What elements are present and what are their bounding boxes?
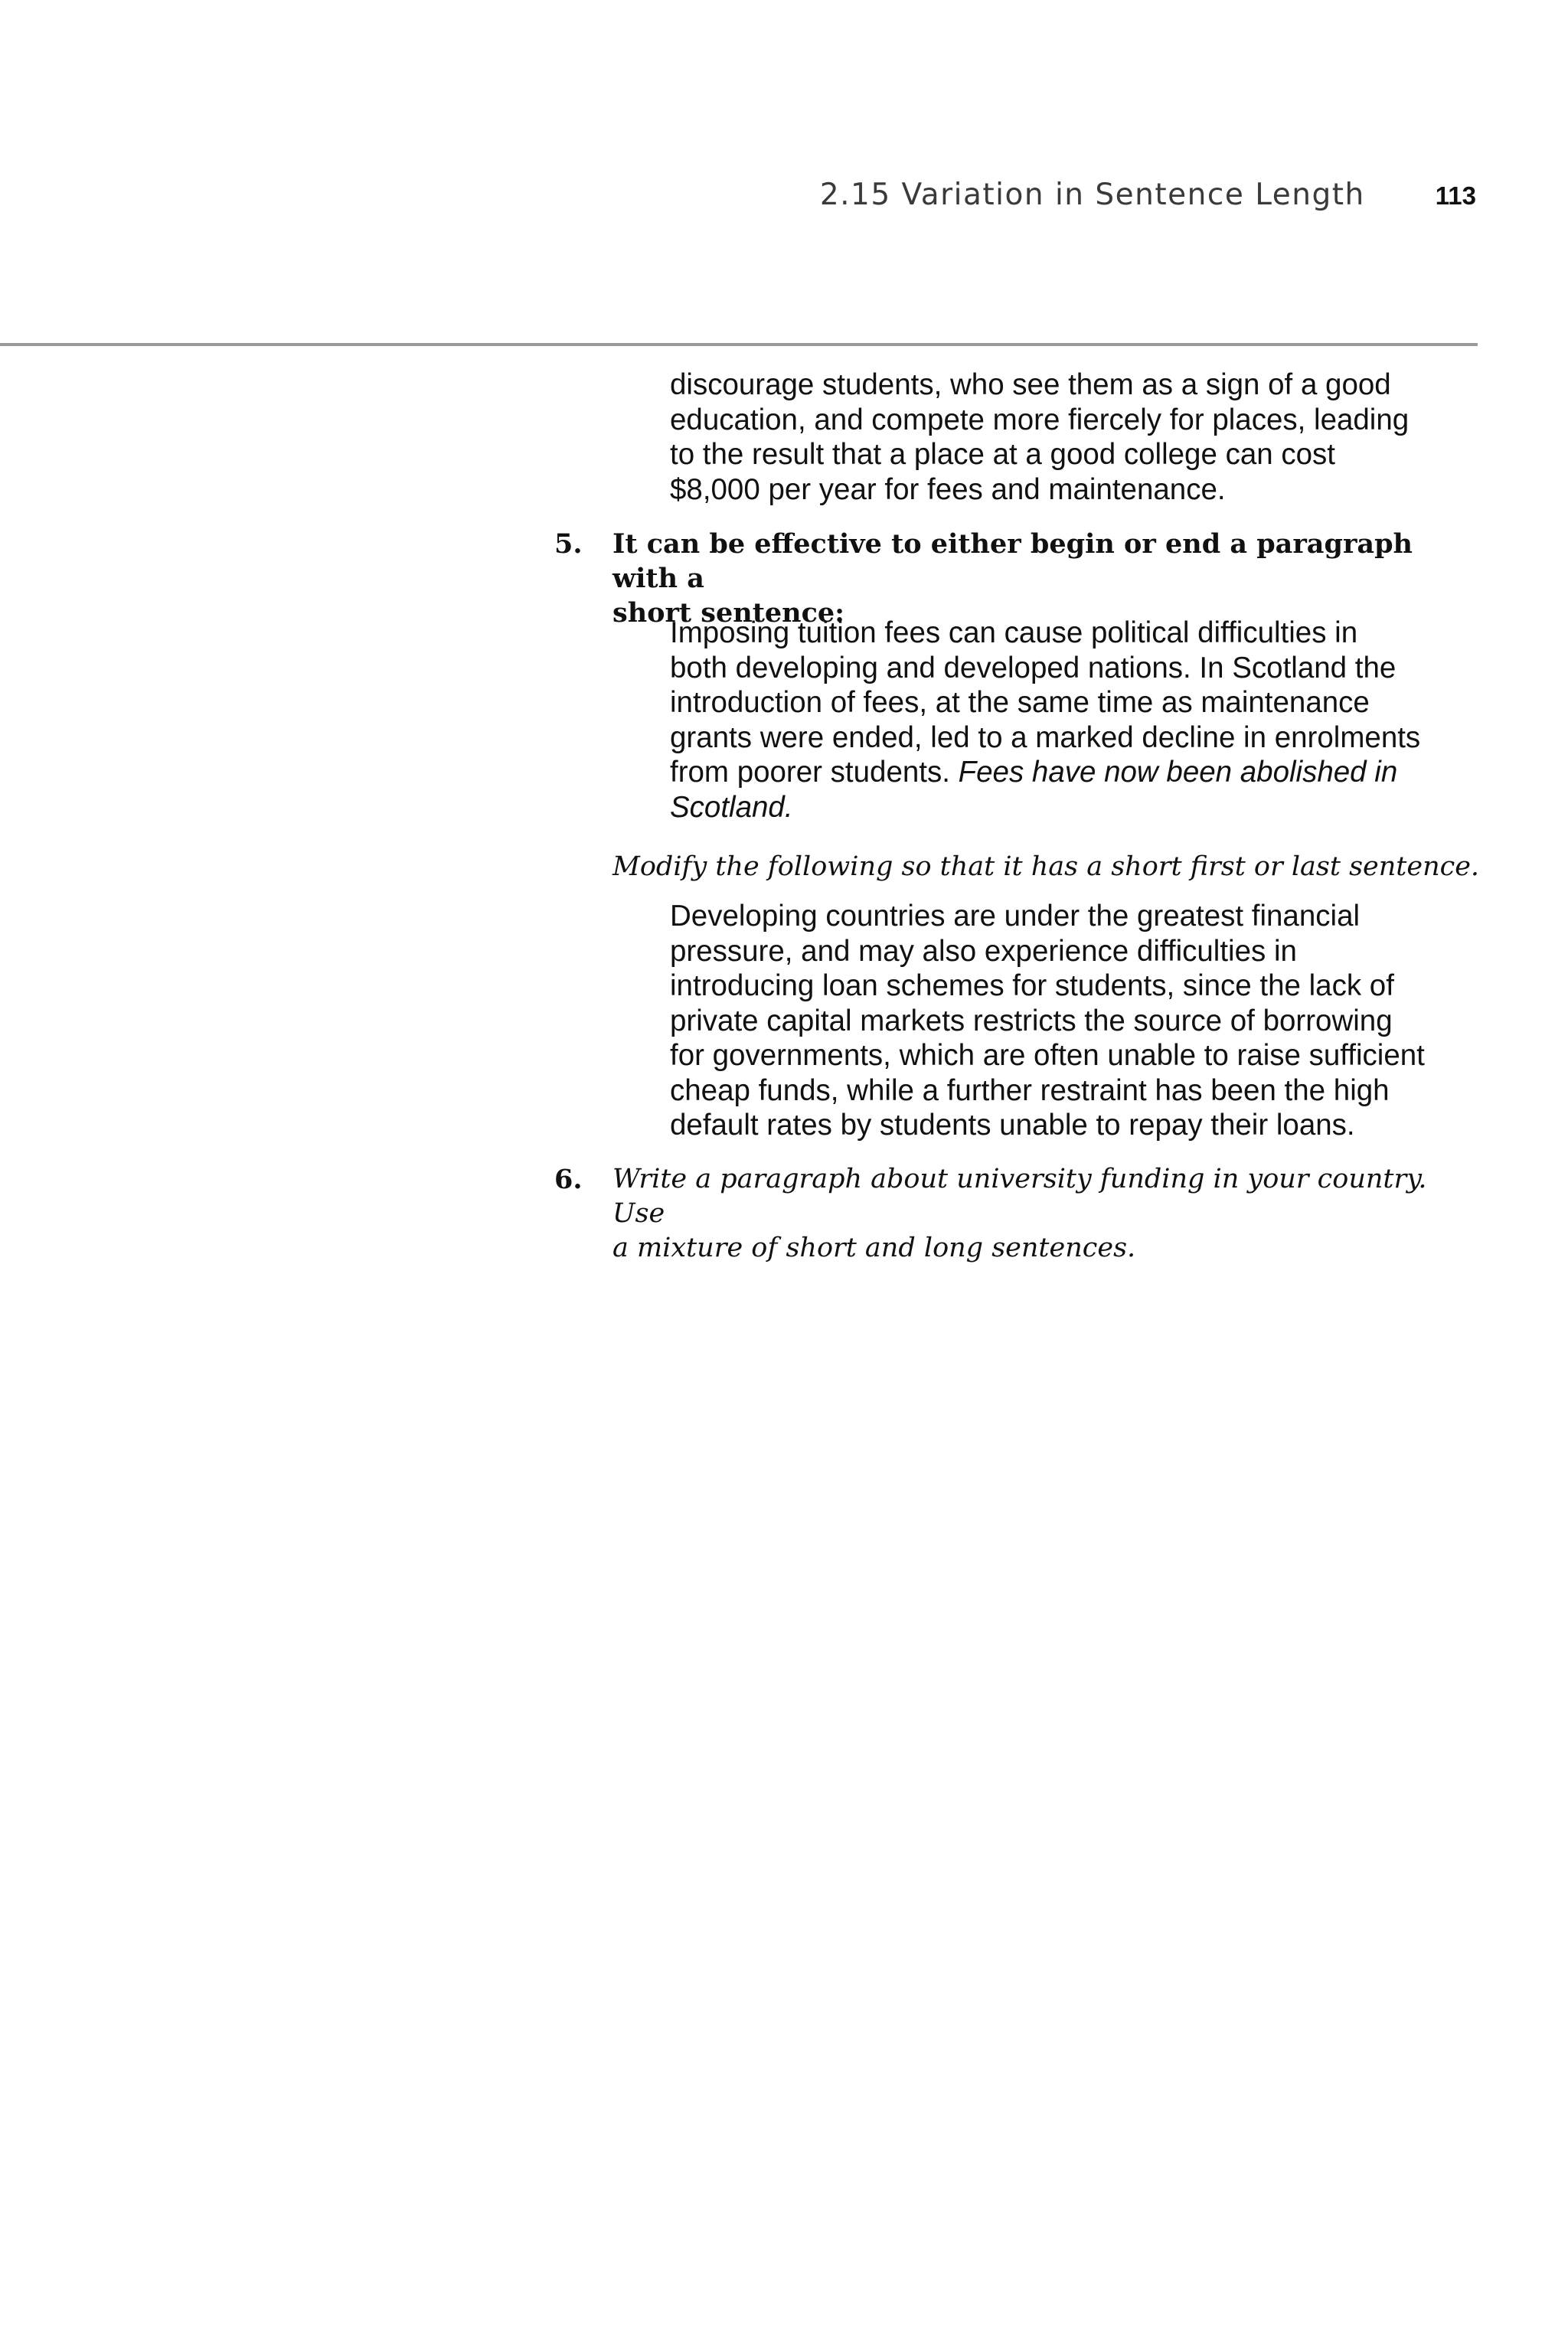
heading-line: It can be effective to either begin or end a paragraph with a — [612, 528, 1413, 594]
text-line: both developing and developed nations. In Scotland the — [670, 651, 1396, 684]
text-line: Imposing tuition fees can cause political difficulties in — [670, 616, 1358, 649]
text-line: private capital markets restricts the source of borrowing — [670, 1004, 1393, 1037]
text-line: $8,000 per year for fees and maintenance. — [670, 472, 1226, 506]
exercise-item-5 — [554, 527, 1485, 630]
italic-short-sentence: Fees have now been abolished in — [958, 756, 1398, 789]
exercise-item-6 — [554, 1162, 1485, 1266]
text-line — [670, 755, 1489, 790]
text-line: discourage students, who see them as a sign of a good — [670, 368, 1391, 401]
text-line: education, and compete more fiercely for places, leading — [670, 403, 1410, 436]
item-number: 6. — [554, 1164, 583, 1195]
running-head-title: 2.15 Variation in Sentence Length — [819, 178, 1365, 212]
text-line: Developing countries are under the greatest financial — [670, 900, 1361, 933]
text-line: cheap funds, while a further restraint has been the high — [670, 1073, 1390, 1107]
item-number: 5. — [554, 528, 583, 560]
page-number: 113 — [1435, 181, 1476, 210]
text-line: default rates by students unable to repay their loans. — [670, 1109, 1355, 1142]
item-heading — [612, 1162, 1485, 1266]
text-line: introducing loan schemes for students, since the lack of — [670, 969, 1394, 1002]
text-line: to the result that a place at a good college can cost — [670, 438, 1335, 471]
header-rule — [0, 343, 1478, 346]
example-paragraph — [670, 616, 1489, 825]
text-line: grants were ended, led to a marked decline in enrolments — [670, 720, 1421, 754]
text-line: for governments, which are often unable to raise sufficient — [670, 1039, 1425, 1072]
continued-example-paragraph — [670, 368, 1489, 507]
exercise-paragraph — [670, 899, 1489, 1143]
text-line: introduction of fees, at the same time as maintenance — [670, 686, 1370, 719]
text-line: pressure, and may also experience difficulties in — [670, 934, 1297, 968]
heading-line: a mixture of short and long sentences. — [612, 1233, 1136, 1263]
heading-line: Write a paragraph about university funding in your country. Use — [612, 1164, 1427, 1229]
plain-text: from poorer students. — [670, 756, 959, 789]
italic-short-sentence: Scotland. — [670, 790, 793, 824]
heading-line: short sentence: — [612, 597, 845, 629]
exercise-instruction: Modify the following so that it has a short first or last sentence. — [612, 851, 1480, 882]
running-header — [820, 178, 1476, 212]
item-heading — [612, 527, 1485, 630]
